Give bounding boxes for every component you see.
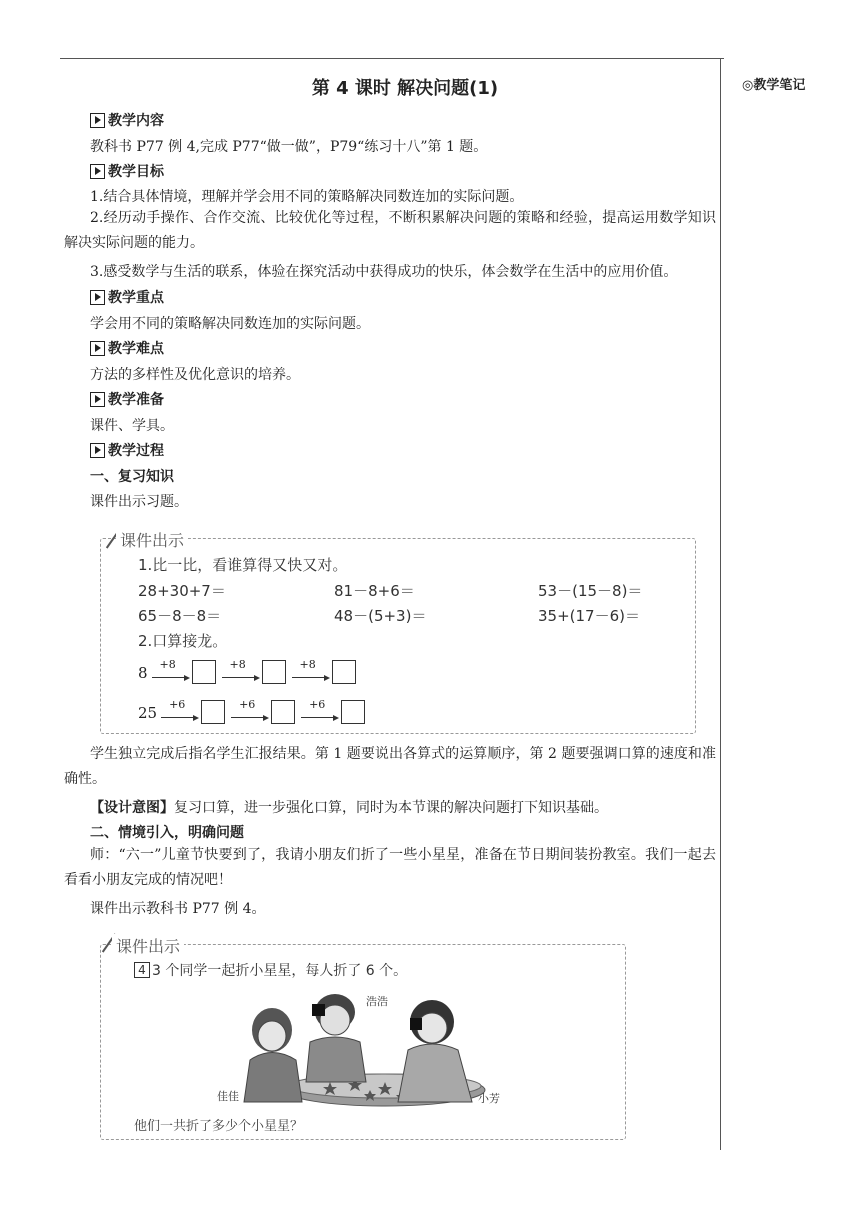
name-label-xiaofang: 小芳 <box>478 1092 500 1105</box>
answer-box[interactable] <box>262 660 286 684</box>
exercise-q1: 1.比一比，看谁算得又快又对。 <box>138 556 348 574</box>
expression: 28+30+7＝ <box>138 582 226 600</box>
part1-intro: 课件出示习题。 <box>90 494 188 510</box>
section-heading-content <box>90 110 164 130</box>
chain-step-label: +6 <box>239 698 256 711</box>
goal-item-1: 1.结合具体情境，理解并学会用不同的策略解决同数连加的实际问题。 <box>90 189 524 205</box>
sidebar-divider <box>720 58 721 1150</box>
chain-step-label: +6 <box>169 698 186 711</box>
section-heading-preparation <box>90 389 164 409</box>
lesson-title: 第 4 课时 解决问题(1) <box>311 78 499 99</box>
chain-step-label: +8 <box>159 658 176 671</box>
answer-box[interactable] <box>192 660 216 684</box>
sidebar-note-label: ◎教学笔记 <box>742 78 806 93</box>
section-heading-label: 教学准备 <box>108 392 164 408</box>
arrow-right-icon <box>193 715 199 721</box>
goal-item-2: 2.经历动手操作、合作交流、比较优化等过程，不断积累解决问题的策略和经验，提高运用数学知识解决实际问题的能力。 <box>64 210 716 251</box>
section-heading-difficulties <box>90 338 164 358</box>
play-icon <box>90 392 105 407</box>
chain-step-label: +6 <box>309 698 326 711</box>
key-points-text: 学会用不同的策略解决同数连加的实际问题。 <box>90 316 370 332</box>
calc-chain-1 <box>138 660 362 684</box>
chain-start: 25 <box>138 704 158 722</box>
chain-arrow <box>292 658 332 684</box>
example-question: 他们一共折了多少个小星星？ <box>134 1119 304 1134</box>
section-heading-label: 教学内容 <box>108 113 164 129</box>
answer-box[interactable] <box>201 700 225 724</box>
chain-arrow <box>301 698 341 724</box>
example-statement <box>134 960 407 980</box>
chain-step-label: +8 <box>229 658 246 671</box>
calc-chain-2 <box>138 700 371 724</box>
arrow-right-icon <box>184 675 190 681</box>
name-label-haohao: 浩浩 <box>366 995 388 1008</box>
expression: 53－(15－8)＝ <box>538 582 643 600</box>
answer-box[interactable] <box>332 660 356 684</box>
arrow-right-icon <box>263 715 269 721</box>
chain-arrow <box>231 698 271 724</box>
expression: 48－(5+3)＝ <box>334 607 427 625</box>
name-label-jiajia: 佳佳 <box>217 1090 239 1103</box>
after-exercise-text: 学生独立完成后指名学生汇报结果。第 1 题要说出各算式的运算顺序，第 2 题要强调口算的速度和准确性。 <box>64 746 716 787</box>
section-heading-goals <box>90 161 164 181</box>
play-icon <box>90 443 105 458</box>
content-text: 教科书 P77 例 4,完成 P77“做一做”，P79“练习十八”第 1 题。 <box>90 139 488 155</box>
preparation-text: 课件、学具。 <box>90 418 174 434</box>
answer-box[interactable] <box>271 700 295 724</box>
section-heading-label: 教学目标 <box>108 164 164 180</box>
courseware-tag: 课件出示 <box>116 528 188 551</box>
chain-step-label: +8 <box>299 658 316 671</box>
play-icon <box>90 341 105 356</box>
top-rule <box>60 58 724 59</box>
expression: 65－8－8＝ <box>138 607 222 625</box>
difficulties-text: 方法的多样性及优化意识的培养。 <box>90 367 300 383</box>
play-icon <box>90 113 105 128</box>
part1-title: 一、复习知识 <box>90 469 174 485</box>
courseware-tag: 课件出示 <box>112 934 184 957</box>
expression: 81－8+6＝ <box>334 582 415 600</box>
play-icon <box>90 290 105 305</box>
chain-arrow <box>161 698 201 724</box>
arrow-right-icon <box>324 675 330 681</box>
section-heading-key-points <box>90 287 164 307</box>
part2-title: 二、情境引入，明确问题 <box>90 825 244 841</box>
show-example-text: 课件出示教科书 P77 例 4。 <box>90 901 266 917</box>
example-text: 3 个同学一起折小星星，每人折了 6 个。 <box>152 963 408 979</box>
section-heading-label: 教学过程 <box>108 443 164 459</box>
exercise-q2: 2.口算接龙。 <box>138 632 228 650</box>
section-heading-label: 教学难点 <box>108 341 164 357</box>
arrow-right-icon <box>254 675 260 681</box>
design-intent-label: 【设计意图】 <box>90 800 174 816</box>
example-number: 4 <box>134 962 150 978</box>
answer-box[interactable] <box>341 700 365 724</box>
chain-arrow <box>152 658 192 684</box>
teacher-line: 师：“六一”儿童节快要到了，我请小朋友们折了一些小星星，准备在节日期间装扮教室。我们一起去看看小朋友完成的情况吧！ <box>64 847 716 888</box>
design-intent <box>90 797 608 817</box>
play-icon <box>90 164 105 179</box>
design-intent-text: 复习口算，进一步强化口算，同时为本节课的解决问题打下知识基础。 <box>174 800 608 816</box>
goal-item-3: 3.感受数学与生活的联系，体验在探究活动中获得成功的快乐，体会数学在生活中的应用价值。 <box>90 264 678 280</box>
chain-start: 8 <box>138 664 148 682</box>
chain-arrow <box>222 658 262 684</box>
section-heading-process <box>90 440 164 460</box>
expression: 35+(17－6)＝ <box>538 607 640 625</box>
section-heading-label: 教学重点 <box>108 290 164 306</box>
arrow-right-icon <box>333 715 339 721</box>
